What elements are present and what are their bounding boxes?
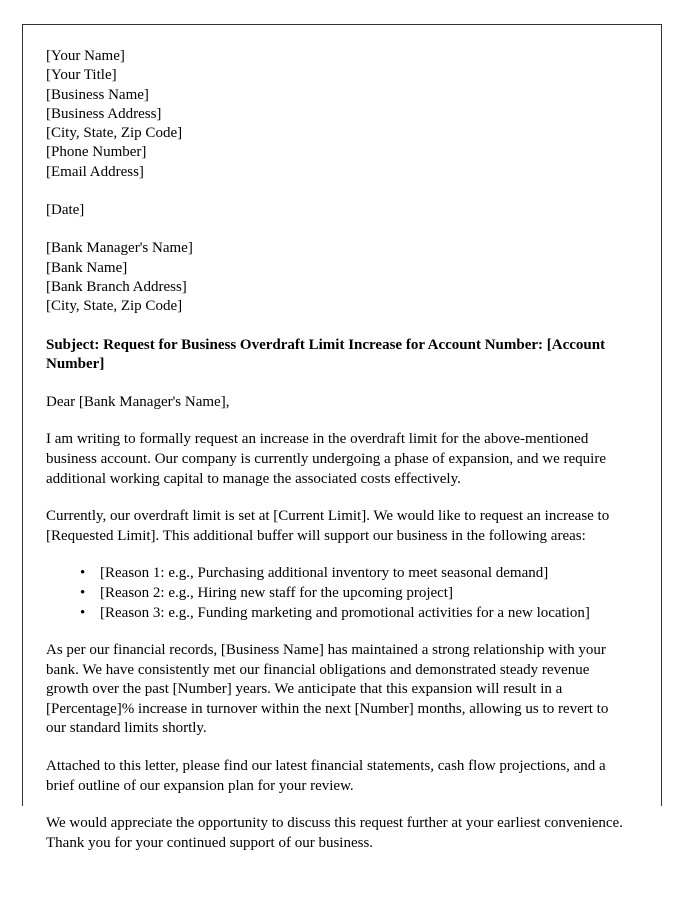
body-paragraph-2: Currently, our overdraft limit is set at [Current Limit]. We would like to request an increase to [Requested Limit]. This additional buffer will support our business in the following areas: [46, 508, 610, 544]
sender-city-state-zip: [City, State, Zip Code] [46, 125, 183, 142]
list-item: • [Reason 2: e.g., Hiring new staff for the upcoming project] [88, 584, 631, 604]
recipient-bank-name: [Bank Name] [46, 259, 128, 276]
subject-line: Subject: Request for Business Overdraft Limit Increase for Account Number: [Account Number] [46, 336, 606, 373]
salutation: Dear [Bank Manager's Name], [46, 393, 230, 410]
letter-date: [Date] [46, 202, 85, 219]
sender-address-block [46, 47, 631, 182]
list-item: • [Reason 1: e.g., Purchasing additional inventory to meet seasonal demand] [88, 564, 631, 584]
body-paragraph-3: As per our financial records, [Business Name] has maintained a strong relationship with your bank. We have consistently met our financial obligations and demonstrated steady revenue growth over the past [Number] years. We anticipate that this expansion will result in a [Percentage]% increase in turnover within the next [Number] months, allowing us to revert to our standard limits shortly. [46, 642, 609, 737]
sender-title: [Your Title] [46, 67, 117, 84]
reasons-list [46, 564, 631, 623]
body-paragraph-1: I am writing to formally request an increase in the overdraft limit for the above-mentioned business account. Our company is currently undergoing a phase of expansion, and we require additional working capital to manage the associated costs effectively. [46, 431, 606, 487]
letter-content [23, 25, 661, 853]
body-paragraph-5: We would appreciate the opportunity to discuss this request further at your earliest convenience. Thank you for your continued support of our business. [46, 815, 623, 851]
sender-business-name: [Business Name] [46, 86, 149, 103]
sender-email-address: [Email Address] [46, 163, 144, 180]
recipient-address-block [46, 239, 631, 316]
recipient-city-state-zip: [City, State, Zip Code] [46, 298, 183, 315]
sender-business-address: [Business Address] [46, 105, 162, 122]
document-page [22, 24, 662, 851]
sender-name: [Your Name] [46, 48, 125, 64]
date-block [46, 201, 631, 220]
recipient-manager-name: [Bank Manager's Name] [46, 240, 193, 257]
sender-phone-number: [Phone Number] [46, 144, 147, 161]
body-paragraph-4: Attached to this letter, please find our latest financial statements, cash flow projections, and a brief outline of our expansion plan for your review. [46, 758, 606, 794]
list-item: • [Reason 3: e.g., Funding marketing and promotional activities for a new location] [88, 604, 631, 624]
recipient-branch-address: [Bank Branch Address] [46, 278, 187, 295]
